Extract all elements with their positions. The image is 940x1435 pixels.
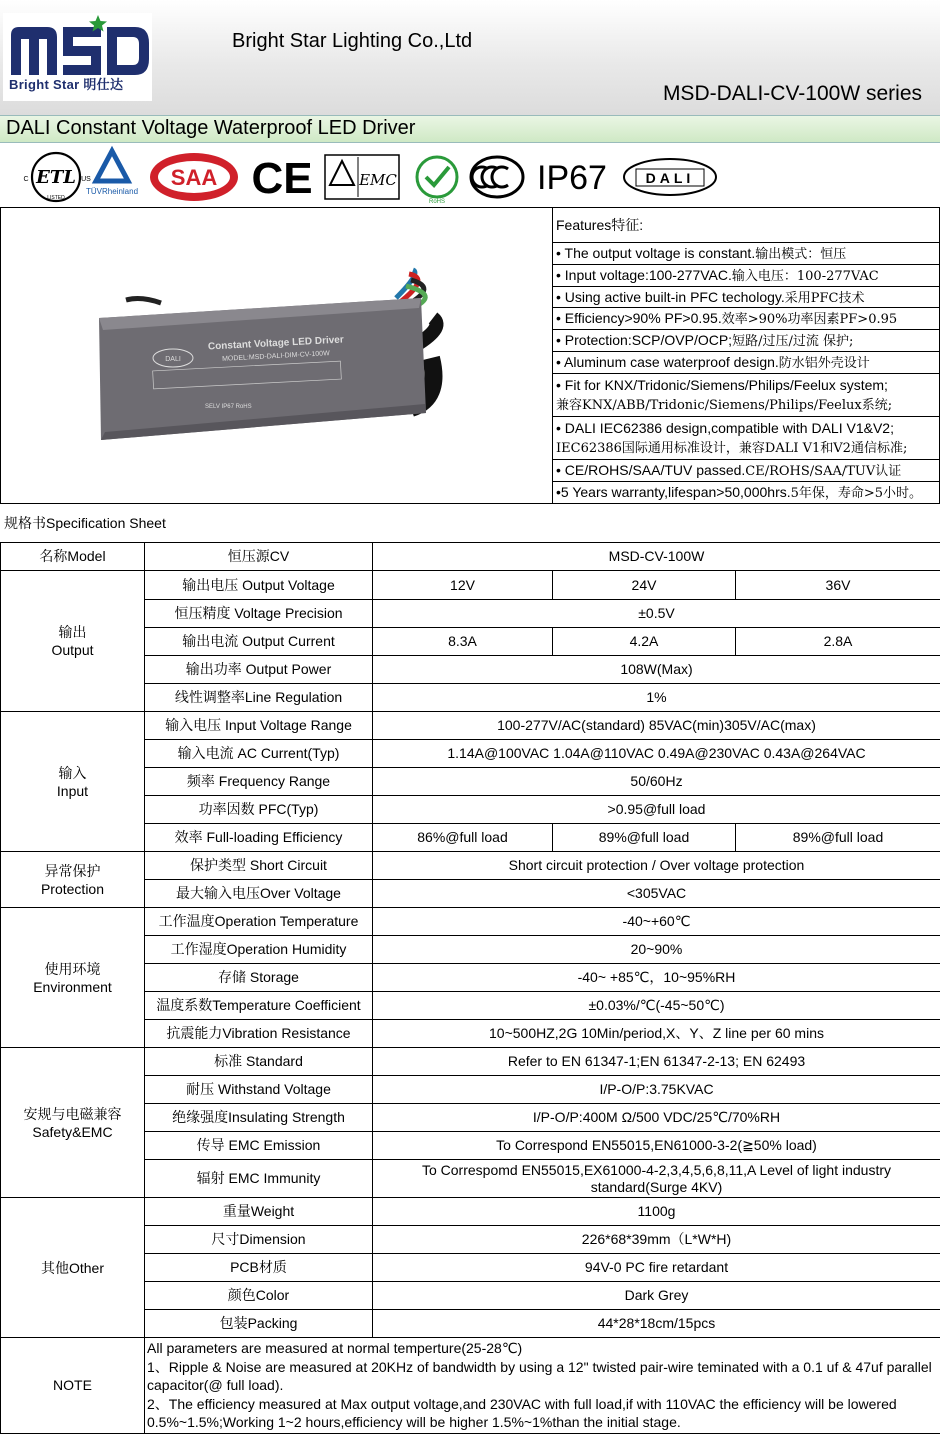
spec-value: <305VAC: [373, 880, 940, 908]
ccc-icon: [471, 157, 523, 197]
svg-text:MODEL:MSD-DALI-DIM-CV-100W: MODEL:MSD-DALI-DIM-CV-100W: [221, 350, 330, 363]
feature-item: • Input voltage:100-277VAC.输入电压：100-277VAC: [553, 265, 939, 287]
feature-item: • Fit for KNX/Tridonic/Siemens/Philips/Feelux system; 兼容KNX/ABB/Tridonic/Siemens/Philips/Feelux系统;: [553, 374, 939, 417]
spec-value: Refer to EN 61347-1;EN 61347-2-13; EN 62493: [373, 1048, 940, 1076]
svg-text:CE: CE: [251, 154, 313, 203]
svg-text:EMC: EMC: [359, 171, 397, 189]
spec-value: 89%@full load: [553, 824, 736, 852]
model-type: 恒压源CV: [145, 543, 373, 571]
msd-logo-icon: [3, 13, 152, 83]
spec-label: 功率因数 PFC(Typ): [145, 796, 373, 824]
spec-value: 1100g: [373, 1198, 940, 1226]
table-row: [1, 1198, 940, 1226]
feature-item: • Efficiency>90% PF>0.95.效率>90%功率因素PF>0.95: [553, 308, 939, 330]
spec-sheet-title: 规格书Specification Sheet: [4, 515, 166, 531]
spec-label: 包装Packing: [145, 1310, 373, 1338]
note-line: All parameters are measured at normal temperture(25-28℃): [147, 1340, 523, 1356]
spec-value: To Correspomd EN55015,EX61000-4-2,3,4,5,6,8,11,A Level of light industry standard(Surge 4KV): [373, 1160, 940, 1198]
product-image: [1, 208, 553, 503]
svg-text:TÜVRheinland: TÜVRheinland: [85, 187, 139, 196]
svg-text:IP67: IP67: [537, 159, 607, 197]
spec-value: 226*68*39mm（L*W*H): [373, 1226, 940, 1254]
spec-label: 保护类型 Short Circuit: [145, 852, 373, 880]
rohs-icon: [417, 157, 457, 205]
product-title: DALI Constant Voltage Waterproof LED Driver: [6, 117, 416, 139]
spec-value: 10~500HZ,2G 10Min/period,X、Y、Z line per 60 mins: [373, 1020, 940, 1048]
spec-label: 颜色Color: [145, 1282, 373, 1310]
spec-label: 恒压精度 Voltage Precision: [145, 600, 373, 628]
category-environment: 使用环境 Environment: [1, 908, 145, 1048]
spec-value: 12V: [373, 571, 553, 600]
model-value: MSD-CV-100W: [373, 543, 940, 571]
svg-text:DALI: DALI: [165, 356, 181, 363]
spec-value: To Correspond EN55015,EN61000-3-2(≧50% load): [373, 1132, 940, 1160]
feature-item: • CE/ROHS/SAA/TUV passed.CE/ROHS/SAA/TUV认证: [553, 460, 939, 482]
spec-value: 24V: [553, 571, 736, 600]
spec-label: 输出功率 Output Power: [145, 656, 373, 684]
svg-text:ETL: ETL: [36, 167, 76, 188]
spec-value: 108W(Max): [373, 656, 940, 684]
note-text: [145, 1338, 940, 1434]
page-header: [0, 0, 940, 115]
spec-label: 输出电压 Output Voltage: [145, 571, 373, 600]
table-row: [1, 1048, 940, 1076]
emc-icon: [325, 155, 399, 199]
spec-label: 绝缘强度Insulating Strength: [145, 1104, 373, 1132]
category-output: 输出 Output: [1, 571, 145, 712]
features-title: Features特征:: [553, 208, 939, 243]
feature-item: •5 Years warranty,lifespan>50,000hrs.5年保，寿命>5小时。: [556, 484, 923, 501]
spec-value: 4.2A: [553, 628, 736, 656]
spec-label: 线性调整率Line Regulation: [145, 684, 373, 712]
spec-value: 20~90%: [373, 936, 940, 964]
ip67-icon: [537, 159, 607, 197]
category-safety: 安规与电磁兼容 Safety&EMC: [1, 1048, 145, 1198]
spec-label: 工作温度Operation Temperature: [145, 908, 373, 936]
note-label: NOTE: [1, 1338, 145, 1434]
category-other: 其他Other: [1, 1198, 145, 1338]
spec-label: 最大输入电压Over Voltage: [145, 880, 373, 908]
spec-label: PCB材质: [145, 1254, 373, 1282]
spec-value: 8.3A: [373, 628, 553, 656]
svg-text:LISTED: LISTED: [47, 195, 65, 201]
spec-value: 44*28*18cm/15pcs: [373, 1310, 940, 1338]
company-logo: [3, 13, 152, 101]
model-label: 名称Model: [1, 543, 145, 571]
spec-value: 1%: [373, 684, 940, 712]
spec-value: 1.14A@100VAC 1.04A@110VAC 0.49A@230VAC 0.43A@264VAC: [373, 740, 940, 768]
feature-item: • Protection:SCP/OVP/OCP;短路/过压/过流 保护;: [553, 330, 939, 352]
feature-item: • Using active built-in PFC techology.采用PFC技术: [553, 287, 939, 308]
tuv-icon: [86, 151, 138, 196]
note-line: 1、Ripple & Noise are measured at 20KHz of bandwidth by using a 12" twisted pair-wire teminated with a 0.1 uf & 47uf parallel capacitor(@ full load).: [147, 1358, 932, 1393]
table-row: [1, 712, 940, 740]
table-row: [1, 1338, 940, 1434]
ce-icon: [251, 154, 312, 203]
spec-value: ±0.5V: [373, 600, 940, 628]
spec-table: [0, 542, 940, 1434]
spec-value: -40~+60℃: [373, 908, 940, 936]
brand-name: Bright Star 明仕达: [9, 77, 124, 92]
spec-value: 94V-0 PC fire retardant: [373, 1254, 940, 1282]
spec-value: 100-277V/AC(standard) 85VAC(min)305V/AC(max): [373, 712, 940, 740]
spec-label: 频率 Frequency Range: [145, 768, 373, 796]
spec-value: I/P-O/P:3.75KVAC: [373, 1076, 940, 1104]
table-row: [1, 908, 940, 936]
spec-label: 辐射 EMC Immunity: [145, 1160, 373, 1198]
category-input: 输入 Input: [1, 712, 145, 852]
spec-value: Short circuit protection / Over voltage protection: [373, 852, 940, 880]
svg-text:SELV IP67 RoHS: SELV IP67 RoHS: [205, 404, 252, 410]
product-features-box: [0, 207, 940, 504]
spec-value: 36V: [736, 571, 940, 600]
spec-value: Dark Grey: [373, 1282, 940, 1310]
spec-label: 温度系数Temperature Coefficient: [145, 992, 373, 1020]
spec-label: 标准 Standard: [145, 1048, 373, 1076]
spec-value: 2.8A: [736, 628, 940, 656]
svg-text:RoHS: RoHS: [428, 199, 446, 205]
category-protection: 异常保护 Protection: [1, 852, 145, 908]
spec-label: 存储 Storage: [145, 964, 373, 992]
feature-item: • The output voltage is constant.输出模式：恒压: [553, 243, 939, 265]
dali-icon: [624, 159, 716, 195]
spec-value: 50/60Hz: [373, 768, 940, 796]
series-name: MSD-DALI-CV-100W series: [662, 82, 922, 105]
spec-label: 输入电压 Input Voltage Range: [145, 712, 373, 740]
svg-text:C: C: [23, 176, 29, 183]
etl-icon: [23, 153, 91, 201]
spec-value: I/P-O/P:400M Ω/500 VDC/25℃/70%RH: [373, 1104, 940, 1132]
spec-value: 86%@full load: [373, 824, 553, 852]
note-line: 2、The efficiency measured at Max output voltage,and 230VAC with full load,if with 110VAC the efficiency will be lowered 0.5%~1.5%;Working 1~2 hours,efficiency will be higher 1.5%~1%than the initial stage.: [147, 1395, 897, 1430]
feature-item: • DALI IEC62386 design,compatible with DALI V1&V2; IEC62386国际通用标准设计，兼容DALI V1和V2通信标准;: [553, 417, 939, 460]
svg-text:Constant Voltage LED Driver: Constant Voltage LED Driver: [207, 334, 345, 353]
spec-label: 传导 EMC Emission: [145, 1132, 373, 1160]
spec-value: ±0.03%/℃(-45~50℃): [373, 992, 940, 1020]
table-row: [1, 571, 940, 600]
spec-label: 工作湿度Operation Humidity: [145, 936, 373, 964]
spec-label: 输出电流 Output Current: [145, 628, 373, 656]
spec-label: 输入电流 AC Current(Typ): [145, 740, 373, 768]
product-title-bar: [0, 115, 940, 143]
svg-text:SAA: SAA: [170, 165, 218, 190]
spec-value: >0.95@full load: [373, 796, 940, 824]
svg-text:DALI: DALI: [645, 170, 695, 186]
spec-label: 抗震能力Vibration Resistance: [145, 1020, 373, 1048]
company-name: Bright Star Lighting Co.,Ltd: [232, 30, 473, 52]
table-row: [1, 852, 940, 880]
certification-logos: [0, 145, 940, 207]
spec-label: 耐压 Withstand Voltage: [145, 1076, 373, 1104]
saa-icon: [150, 153, 238, 201]
feature-item: • Aluminum case waterproof design.防水铝外壳设计: [553, 352, 939, 374]
spec-label: 效率 Full-loading Efficiency: [145, 824, 373, 852]
svg-text:US: US: [81, 176, 91, 183]
spec-label: 尺寸Dimension: [145, 1226, 373, 1254]
table-row: [1, 543, 940, 571]
spec-value: -40~ +85℃，10~95%RH: [373, 964, 940, 992]
spec-label: 重量Weight: [145, 1198, 373, 1226]
spec-value: 89%@full load: [736, 824, 940, 852]
